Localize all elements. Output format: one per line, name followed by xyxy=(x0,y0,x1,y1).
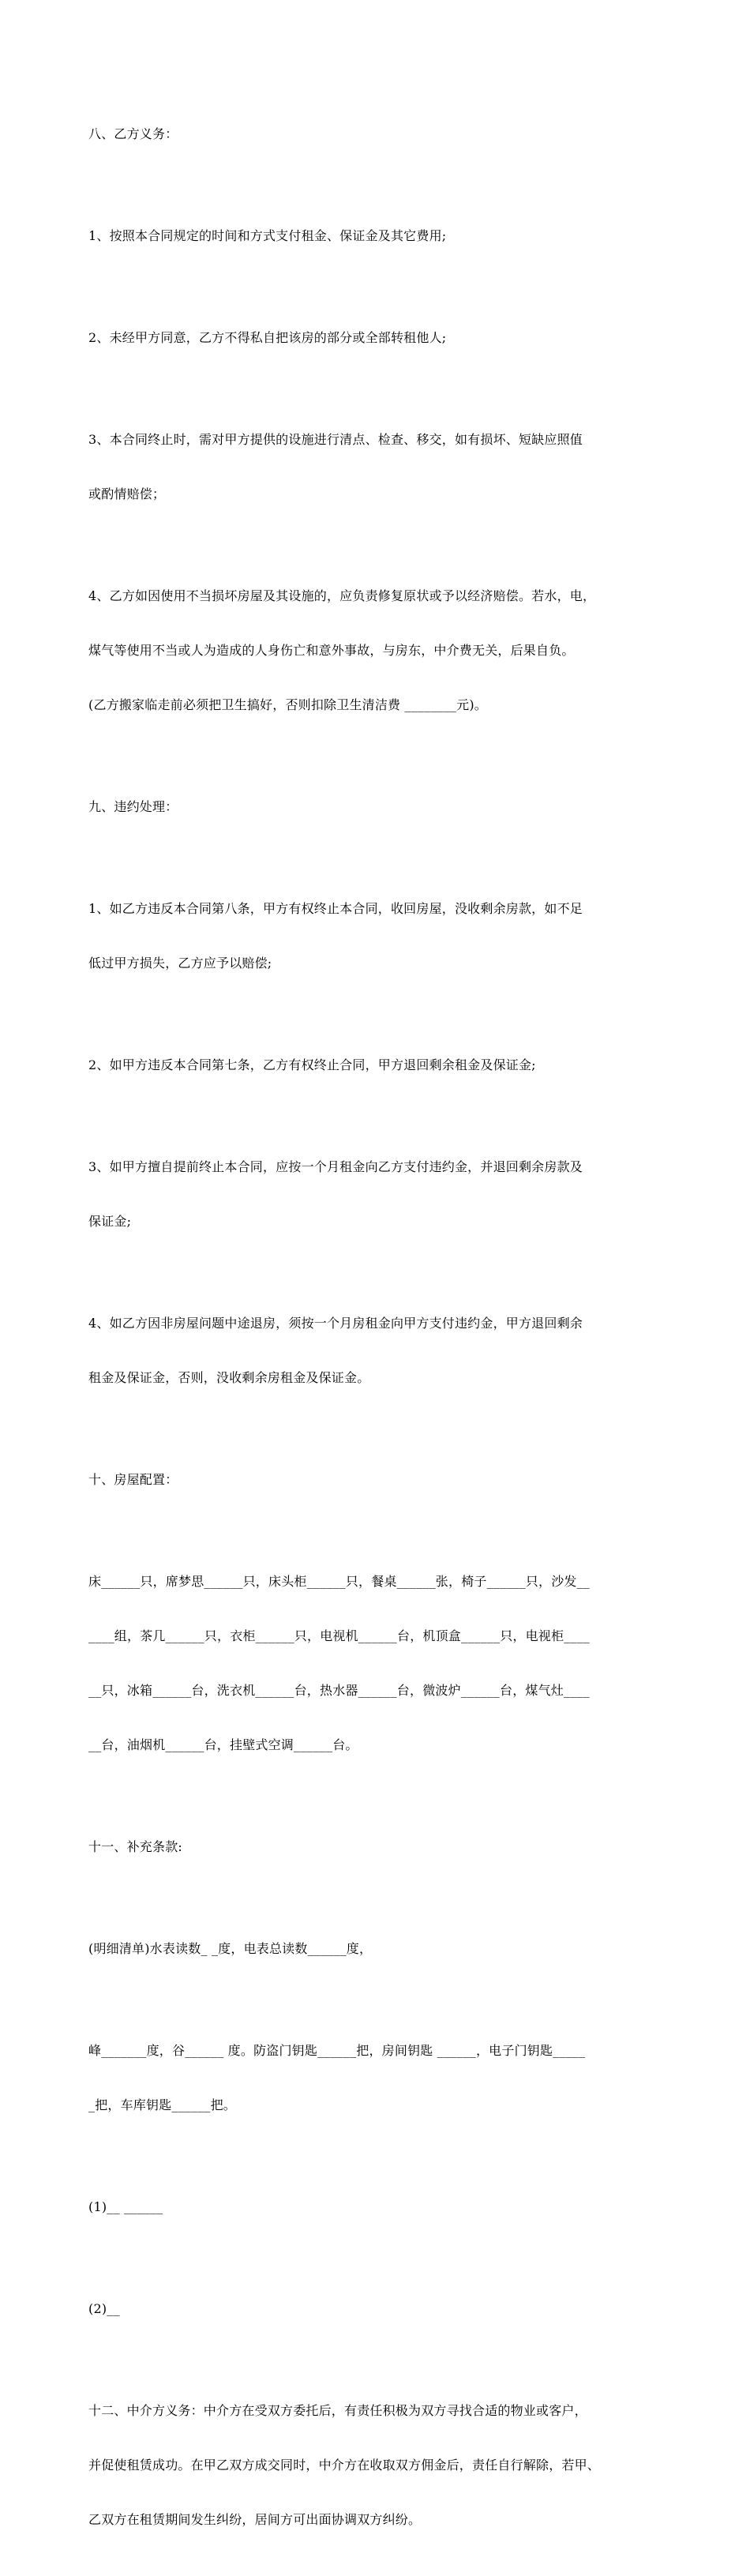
section-10-furnishings: 床______只，席梦思______只，床头柜______只，餐桌______张，椅子______只，沙发__ ____组，茶几______只，衣柜______只，电视机______台，机顶盒______只，电视柜____ __只，冰箱______台，洗衣机______台，热水器______台，微波炉______台，煤气灶____ __台，油烟机______台，挂壁式空调______台。 xyxy=(88,1574,591,1752)
document-page xyxy=(88,88,673,2576)
section-8-heading: 八、乙方义务： xyxy=(88,126,178,141)
section-11-extra-1: (1)__ ______ xyxy=(88,2199,163,2214)
section-11-meter-readings: (明细清单)水表读数_ _度，电表总读数______度， xyxy=(88,1941,373,1956)
section-8-item-3: 3、本合同终止时，需对甲方提供的设施进行清点、检查、移交，如有损坏、短缺应照值 或酌情赔偿； xyxy=(88,432,583,501)
section-11-keys: 峰_______度，谷______ 度。防盗门钥匙______把，房间钥匙 ______，电子门钥匙_____ _把，车库钥匙______把。 xyxy=(88,2043,586,2112)
section-10-heading: 十、房屋配置： xyxy=(88,1472,178,1487)
section-11-extra-2: (2)__ xyxy=(88,2301,120,2316)
section-9-item-3: 3、如甲方擅自提前终止本合同，应按一个月租金向乙方支付违约金，并退回剩余房款及 保证金; xyxy=(88,1159,583,1229)
section-9-item-1: 1、如乙方违反本合同第八条，甲方有权终止本合同，收回房屋，没收剩余房款，如不足 低过甲方损失，乙方应予以赔偿; xyxy=(88,901,583,971)
section-8-item-4: 4、乙方如因使用不当损坏房屋及其设施的，应负责修复原状或予以经济赔偿。若水，电， 煤气等使用不当或人为造成的人身伤亡和意外事故，与房东，中介费无关，后果自负。 (乙方搬家临走前必须把卫生搞好，否则扣除卫生清洁费 ________元)。 xyxy=(88,588,596,712)
section-8-item-1: 1、按照本合同规定的时间和方式支付租金、保证金及其它费用; xyxy=(88,228,447,243)
section-9-heading: 九、违约处理： xyxy=(88,799,178,814)
section-11-heading: 十一、补充条款: xyxy=(88,1839,182,1854)
section-12-intermediary-duties: 十二、中介方义务：中介方在受双方委托后，有责任积极为双方寻找合适的物业或客户， 并促使租赁成功。在甲乙双方成交同时，中介方在收取双方佣金后，责任自行解除，若甲、 乙双方在租赁期间发生纠纷，居间方可出面协调双方纠纷。 xyxy=(88,2403,601,2527)
section-9-item-4: 4、如乙方因非房屋问题中途退房，须按一个月房租金向甲方支付违约金，甲方退回剩余 租金及保证金，否则，没收剩余房租金及保证金。 xyxy=(88,1316,583,1385)
section-9-item-2: 2、如甲方违反本合同第七条，乙方有权终止合同，甲方退回剩余租金及保证金; xyxy=(88,1057,536,1072)
section-8-item-2: 2、未经甲方同意，乙方不得私自把该房的部分或全部转租他人; xyxy=(88,330,447,345)
